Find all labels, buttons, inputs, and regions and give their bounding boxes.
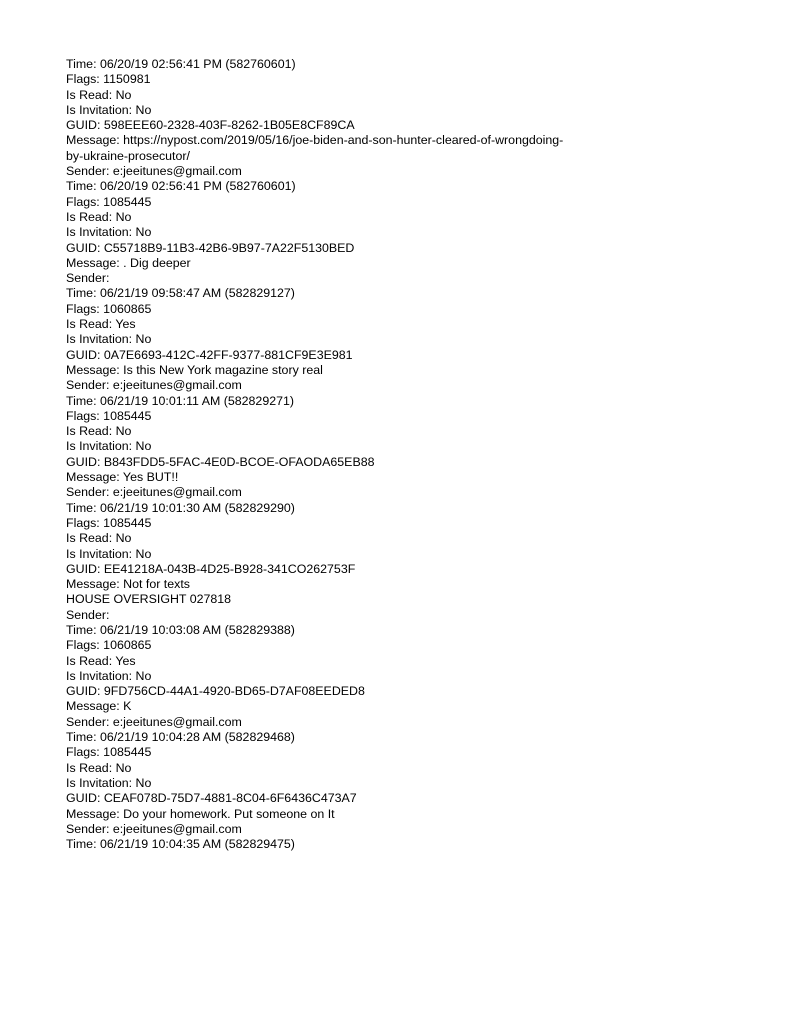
record-time-line: Time: 06/21/19 09:58:47 AM (582829127) bbox=[66, 286, 295, 301]
record-is-invitation-line: Is Invitation: No bbox=[66, 546, 152, 561]
record-is-invitation-line: Is Invitation: No bbox=[66, 332, 152, 347]
record-flags-line: Flags: 1060865 bbox=[66, 638, 152, 653]
bates-stamp-line: HOUSE OVERSIGHT 027818 bbox=[66, 592, 232, 607]
record-is-read-line: Is Read: No bbox=[66, 760, 132, 775]
record-is-read-line: Is Read: No bbox=[66, 87, 132, 102]
record-time-line: Time: 06/20/19 02:56:41 PM (582760601) bbox=[66, 57, 296, 71]
record-message-line: Message: Yes BUT!! bbox=[66, 470, 179, 485]
record-guid-line: GUID: 0A7E6693-412C-42FF-9377-881CF9E3E981 bbox=[66, 347, 353, 362]
record-sender-line: Sender: e:jeeitunes@gmail.com bbox=[66, 485, 242, 500]
record-sender-line: Sender: e:jeeitunes@gmail.com bbox=[66, 164, 242, 179]
record-message-line: Message: Not for texts bbox=[66, 577, 190, 592]
record-is-read-line: Is Read: Yes bbox=[66, 317, 136, 332]
record-time-line: Time: 06/21/19 10:04:28 AM (582829468) bbox=[66, 730, 295, 745]
record-flags-line: Flags: 1150981 bbox=[66, 72, 151, 87]
record-flags-line: Flags: 1085445 bbox=[66, 408, 152, 423]
document-page bbox=[66, 57, 706, 852]
record-sender-line: Sender: e:jeeitunes@gmail.com bbox=[66, 821, 242, 836]
record-sender-line: Sender: bbox=[66, 607, 110, 622]
record-time-line: Time: 06/21/19 10:01:11 AM (582829271) bbox=[66, 393, 295, 408]
record-message-continuation-line: by-ukraine-prosecutor/ bbox=[66, 148, 190, 163]
record-is-read-line: Is Read: Yes bbox=[66, 653, 136, 668]
record-guid-line: GUID: C55718B9-11B3-42B6-9B97-7A22F5130BED bbox=[66, 240, 355, 255]
record-is-read-line: Is Read: No bbox=[66, 531, 132, 546]
record-flags-line: Flags: 1085445 bbox=[66, 745, 152, 760]
record-message-line: Message: . Dig deeper bbox=[66, 255, 191, 270]
record-message-line: Message: Do your homework. Put someone on It bbox=[66, 806, 335, 821]
record-flags-line: Flags: 1085445 bbox=[66, 515, 152, 530]
record-is-invitation-line: Is Invitation: No bbox=[66, 225, 152, 240]
record-time-line: Time: 06/20/19 02:56:41 PM (582760601) bbox=[66, 179, 296, 194]
record-message-line: Message: K bbox=[66, 699, 132, 714]
record-flags-line: Flags: 1085445 bbox=[66, 194, 152, 209]
record-flags-line: Flags: 1060865 bbox=[66, 301, 152, 316]
record-guid-line: GUID: B843FDD5-5FAC-4E0D-BCOE-OFAODA65EB88 bbox=[66, 454, 375, 469]
record-time-line: Time: 06/21/19 10:03:08 AM (582829388) bbox=[66, 622, 295, 637]
record-sender-line: Sender: e:jeeitunes@gmail.com bbox=[66, 378, 242, 393]
record-is-invitation-line: Is Invitation: No bbox=[66, 102, 152, 117]
record-is-invitation-line: Is Invitation: No bbox=[66, 439, 152, 454]
record-is-read-line: Is Read: No bbox=[66, 209, 132, 224]
record-guid-line: GUID: 9FD756CD-44A1-4920-BD65-D7AF08EEDED8 bbox=[66, 684, 365, 699]
record-time-line: Time: 06/21/19 10:04:35 AM (582829475) bbox=[66, 837, 295, 852]
record-sender-line: Sender: e:jeeitunes@gmail.com bbox=[66, 714, 242, 729]
record-guid-line: GUID: EE41218A-043B-4D25-B928-341CO262753F bbox=[66, 561, 356, 576]
record-message-line: Message: Is this New York magazine story real bbox=[66, 362, 323, 377]
record-guid-line: GUID: CEAF078D-75D7-4881-8C04-6F6436C473A7 bbox=[66, 791, 357, 806]
record-guid-line: GUID: 598EEE60-2328-403F-8262-1B05E8CF89CA bbox=[66, 118, 355, 133]
record-message-line: Message: https://nypost.com/2019/05/16/joe-biden-and-son-hunter-cleared-of-wrongdoing- bbox=[66, 133, 564, 148]
record-time-line: Time: 06/21/19 10:01:30 AM (582829290) bbox=[66, 500, 295, 515]
record-is-invitation-line: Is Invitation: No bbox=[66, 668, 152, 683]
record-is-invitation-line: Is Invitation: No bbox=[66, 775, 152, 790]
record-is-read-line: Is Read: No bbox=[66, 424, 132, 439]
record-sender-line: Sender: bbox=[66, 271, 110, 286]
